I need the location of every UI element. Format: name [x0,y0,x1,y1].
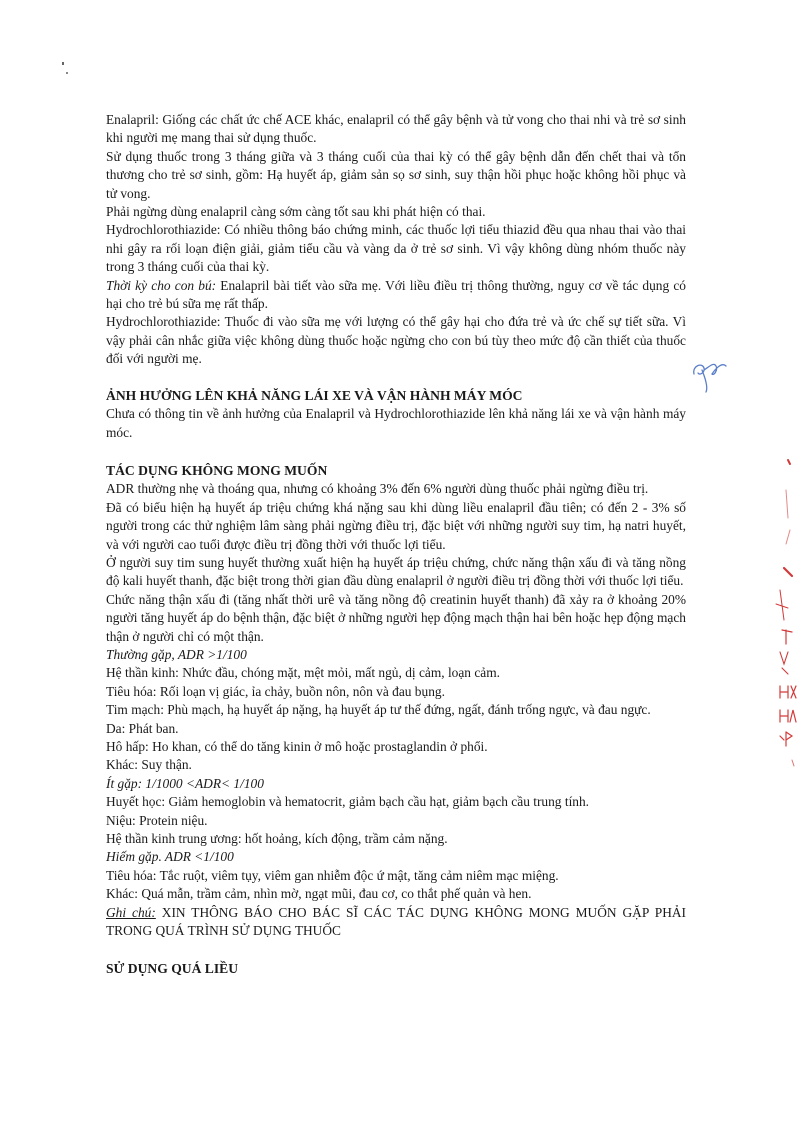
list-item: Tiêu hóa: Tắc ruột, viêm tụy, viêm gan nhiễm độc ứ mật, tăng cảm niêm mạc miệng. [106,867,559,883]
label-common: Thường gặp, ADR >1/100 [106,646,247,662]
paragraph-hctz-pregnancy: Hydrochlorothiazide: Có nhiều thông báo chứng minh, các thuốc lợi tiểu thiazid đều qua nhau thai vào thai nhi gây ra rối loạn điện giải, giảm tiểu cầu và vàng da ở trẻ sơ sinh. Vì vậy không dùng nhóm thuốc này trong 3 tháng cuối của thai kỳ. [106,222,686,275]
note-label: Ghi chú: [106,904,156,920]
paragraph-driving: Chưa có thông tin về ảnh hưởng của Enalapril và Hydrochlorothiazide lên khả năng lái xe và vận hành máy móc. [106,406,686,440]
list-item: Hệ thần kinh trung ương: hốt hoảng, kích động, trầm cảm nặng. [106,831,448,847]
breastfeeding-text: Enalapril bài tiết vào sữa mẹ. Với liều điều trị thông thường, nguy cơ về tác dụng có hại cho trẻ bú sữa mẹ rất thấp. [106,277,686,312]
paragraph-adr-intro-3: Ở người suy tim sung huyết thường xuất hiện hạ huyết áp triệu chứng, chức năng thận xấu đi và tăng nồng độ kali huyết thanh, đặc biệt trong thời gian đầu dùng enalapril ở người điều trị đồng thời với thuốc lợi tiểu. [106,554,686,589]
breastfeeding-label: Thời kỳ cho con bú: [106,277,217,293]
stamp-mark [758,440,799,770]
paragraph-note [106,904,686,941]
list-item: Tiêu hóa: Rối loạn vị giác, ỉa chảy, buồn nôn, nôn và đau bụng. [106,683,445,699]
signature-mark [688,352,732,396]
list-item: Huyết học: Giảm hemoglobin và hematocrit, giảm bạch cầu hạt, giảm bạch cầu trung tính. [106,794,590,810]
scan-speck [62,62,64,65]
paragraph-hctz-milk: Hydrochlorothiazide: Thuốc đi vào sữa mẹ với lượng có thể gây hại cho đứa trẻ và ức chế sự tiết sữa. Vì vậy phải cân nhắc giữa việc không dùng thuốc hoặc ngừng cho con bú tùy theo mức độ cần thiết của thuốc đối với người mẹ. [106,314,686,367]
list-item: Khác: Quá mẫn, trầm cảm, nhìn mờ, ngạt mũi, đau cơ, co thắt phế quản và hen. [106,886,532,902]
paragraph-adr-intro-4: Chức năng thận xấu đi (tăng nhất thời urê và tăng nồng độ creatinin huyết thanh) đã xảy ra ở khoảng 20% người tăng huyết áp do bệnh thận, đặc biệt ở những người hẹp động mạch thận hai bên hoặc hẹp động mạch thận ở người chỉ có một thận. [106,591,686,644]
scan-speck [66,72,68,74]
document-page [106,111,686,979]
note-text: XIN THÔNG BÁO CHO BÁC SĨ CÁC TÁC DỤNG KHÔNG MONG MUỐN GẶP PHẢI TRONG QUÁ TRÌNH SỬ DỤNG THUỐC [106,904,686,939]
label-rare: Hiếm gặp. ADR <1/100 [106,849,234,865]
list-item: Hệ thần kinh: Nhức đầu, chóng mặt, mệt mỏi, mất ngủ, dị cảm, loạn cảm. [106,665,501,681]
paragraph-adr-intro-1: ADR thường nhẹ và thoáng qua, nhưng có khoảng 3% đến 6% người dùng thuốc phải ngừng điều trị. [106,481,649,497]
paragraph-trimester-risk: Sử dụng thuốc trong 3 tháng giữa và 3 tháng cuối của thai kỳ có thể gây bệnh dẫn đến chết thai và tổn thương cho trẻ sơ sinh, gồm: Hạ huyết áp, giảm sản sọ sơ sinh, suy thận hồi phục hoặc không hồi phục và tử vong. [106,148,686,201]
list-item: Niệu: Protein niệu. [106,812,208,828]
paragraph-stop-enalapril: Phải ngừng dùng enalapril càng sớm càng tốt sau khi phát hiện có thai. [106,204,486,220]
heading-driving: ẢNH HƯỞNG LÊN KHẢ NĂNG LÁI XE VÀ VẬN HÀNH MÁY MÓC [106,387,523,403]
heading-adverse-effects: TÁC DỤNG KHÔNG MONG MUỐN [106,462,328,478]
paragraph-adr-intro-2: Đã có biểu hiện hạ huyết áp triệu chứng khá nặng sau khi dùng liều enalapril đầu tiên; có đến 2 - 3% số người trong các thử nghiệm lâm sàng phải ngừng điều trị, đặc biệt với những người suy tim, hạ natri huyết, và với người cao tuổi được điều trị đồng thời với thuốc lợi tiểu. [106,499,686,552]
paragraph-breastfeeding [106,277,686,314]
list-item: Da: Phát ban. [106,720,179,736]
list-item: Tim mạch: Phù mạch, hạ huyết áp nặng, hạ huyết áp tư thế đứng, ngất, đánh trống ngực, và đau ngực. [106,702,651,718]
list-item: Khác: Suy thận. [106,757,192,773]
heading-overdose: SỬ DỤNG QUÁ LIỀU [106,961,239,977]
list-item: Hô hấp: Ho khan, có thể do tăng kinin ở mô hoặc prostaglandin ở phổi. [106,739,488,754]
label-uncommon: Ít gặp: 1/1000 <ADR< 1/100 [106,775,264,791]
paragraph-enalapril-pregnancy: Enalapril: Giống các chất ức chế ACE khác, enalapril có thể gây bệnh và tử vong cho thai nhi và trẻ sơ sinh khi người mẹ mang thai sử dụng thuốc. [106,112,686,146]
